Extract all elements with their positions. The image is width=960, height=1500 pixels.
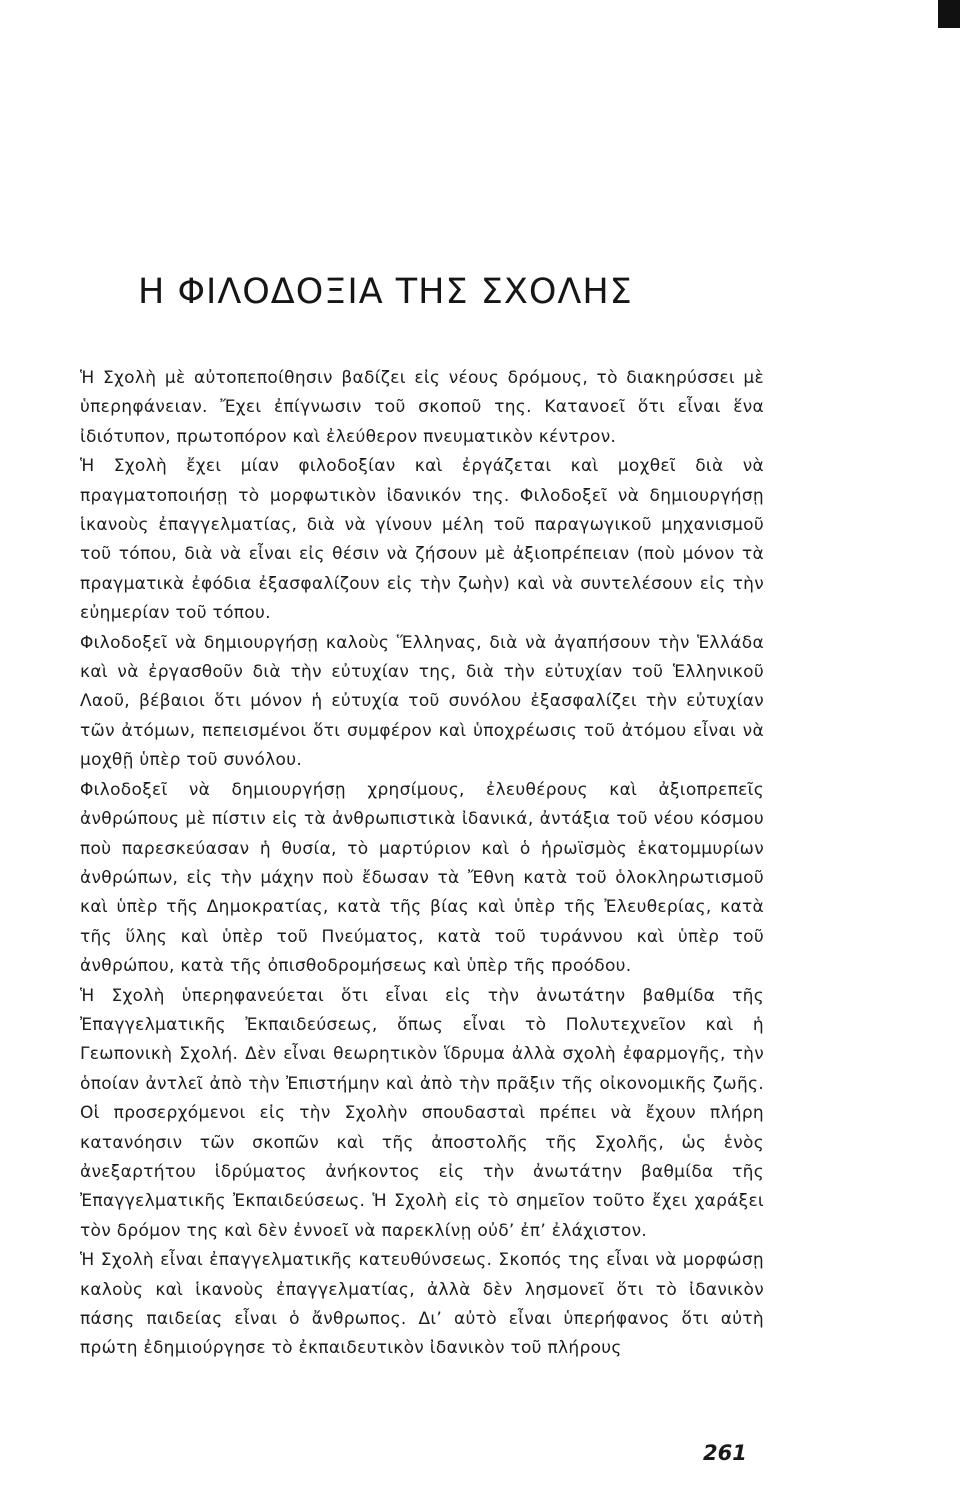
- paragraph-2: Ἡ Σχολὴ ἔχει μίαν φιλοδοξίαν καὶ ἐργάζεται καὶ μοχθεῖ διὰ νὰ πραγματοποιήσῃ τὸ μορφωτικὸν ἰδανικόν της. Φιλοδοξεῖ νὰ δημιουργήσῃ ἱκανοὺς ἐπαγγελματίας, διὰ νὰ γίνουν μέλη τοῦ παραγωγικοῦ μηχανισμοῦ τοῦ τόπου, διὰ νὰ εἶναι εἰς θέσιν νὰ ζήσουν μὲ ἀξιοπρέπειαν (ποὺ μόνον τὰ πραγματικὰ ἐφόδια ἐξασφαλίζουν εἰς τὴν ζωὴν) καὶ νὰ συντελέσουν εἰς τὴν εὐημερίαν τοῦ τόπου.: [80, 456, 764, 624]
- paragraph-3: Φιλοδοξεῖ νὰ δημιουργήσῃ καλοὺς Ἕλληνας, διὰ νὰ ἀγαπήσουν τὴν Ἑλλάδα καὶ νὰ ἐργασθοῦν διὰ τὴν εὐτυχίαν της, διὰ τὴν εὐτυχίαν τοῦ Ἑλληνικοῦ Λαοῦ, βέβαιοι ὅτι μόνον ἡ εὐτυχία τοῦ συνόλου ἐξασφαλίζει τὴν εὐτυχίαν τῶν ἀτόμων, πεπεισμένοι ὅτι συμφέρον καὶ ὑποχρέωσις τοῦ ἀτόμου εἶναι νὰ μοχθῇ ὑπὲρ τοῦ συνόλου.: [80, 632, 764, 771]
- page-title: Η ΦΙΛΟΔΟΞΙΑ ΤΗΣ ΣΧΟΛΗΣ: [138, 272, 633, 312]
- paragraph-1: Ἡ Σχολὴ μὲ αὐτοπεποίθησιν βαδίζει εἰς νέους δρόμους, τὸ διακηρύσσει μὲ ὑπερηφάνειαν. Ἔχει ἐπίγνωσιν τοῦ σκοποῦ της. Κατανοεῖ ὅτι εἶναι ἕνα ἰδιότυπον, πρωτοπόρον καὶ ἐλεύθερον πνευματικὸν κέντρον.: [80, 368, 764, 447]
- paragraph-4: Φιλοδοξεῖ νὰ δημιουργήσῃ χρησίμους, ἐλευθέρους καὶ ἀξιοπρεπεῖς ἀνθρώπους μὲ πίστιν εἰς τὰ ἀνθρωπιστικὰ ἰδανικά, ἀντάξια τοῦ νέου κόσμου ποὺ παρεσκεύασαν ἡ θυσία, τὸ μαρτύριον καὶ ὁ ἡρωϊσμὸς ἑκατομμυρίων ἀνθρώπων, εἰς τὴν μάχην ποὺ ἔδωσαν τὰ Ἔθνη κατὰ τοῦ ὁλοκληρωτισμοῦ καὶ ὑπὲρ τῆς Δημοκρατίας, κατὰ τῆς βίας καὶ ὑπὲρ τῆς Ἐλευθερίας, κατὰ τῆς ὕλης καὶ ὑπὲρ τοῦ Πνεύματος, κατὰ τοῦ τυράννου καὶ ὑπὲρ τοῦ ἀνθρώπου, κατὰ τῆς ὀπισθοδρομήσεως καὶ ὑπὲρ τῆς προόδου.: [80, 779, 764, 977]
- paragraph-6: Ἡ Σχολὴ εἶναι ἐπαγγελματικῆς κατευθύνσεως. Σκοπός της εἶναι νὰ μορφώσῃ καλοὺς καὶ ἱκανοὺς ἐπαγγελματίας, ἀλλὰ δὲν λησμονεῖ ὅτι τὸ ἰδανικὸν πάσης παιδείας εἶναι ὁ ἄνθρωπος. Δι’ αὐτὸ εἶναι ὑπερήφανος ὅτι αὐτὴ πρώτη ἐδημιούργησε τὸ ἐκπαιδευτικὸν ἰδανικὸν τοῦ πλήρους: [80, 1250, 764, 1359]
- body-text: [80, 364, 764, 1364]
- page-number: 261: [703, 1441, 747, 1465]
- scan-edge-mark: [938, 0, 960, 28]
- paragraph-5: Ἡ Σχολὴ ὑπερηφανεύεται ὅτι εἶναι εἰς τὴν ἀνωτάτην βαθμίδα τῆς Ἐπαγγελματικῆς Ἐκπαιδεύσεως, ὅπως εἶναι τὸ Πολυτεχνεῖον καὶ ἡ Γεωπονικὴ Σχολή. Δὲν εἶναι θεωρητικὸν ἵδρυμα ἀλλὰ σχολὴ ἐφαρμογῆς, τὴν ὁποίαν ἀντλεῖ ἀπὸ τὴν Ἐπιστήμην καὶ ἀπὸ τὴν πρᾶξιν τῆς οἰκονομικῆς ζωῆς. Οἱ προσερχόμενοι εἰς τὴν Σχολὴν σπουδασταὶ πρέπει νὰ ἔχουν πλήρη κατανόησιν τῶν σκοπῶν καὶ τῆς ἀποστολῆς τῆς Σχολῆς, ὡς ἑνὸς ἀνεξαρτήτου ἱδρύματος ἀνήκοντος εἰς τὴν ἀνωτάτην βαθμίδα τῆς Ἐπαγγελματικῆς Ἐκπαιδεύσεως. Ἡ Σχολὴ εἰς τὸ σημεῖον τοῦτο ἔχει χαράξει τὸν δρόμον της καὶ δὲν ἐννοεῖ νὰ παρεκλίνῃ οὐδ’ ἐπ’ ἐλάχιστον.: [80, 985, 764, 1241]
